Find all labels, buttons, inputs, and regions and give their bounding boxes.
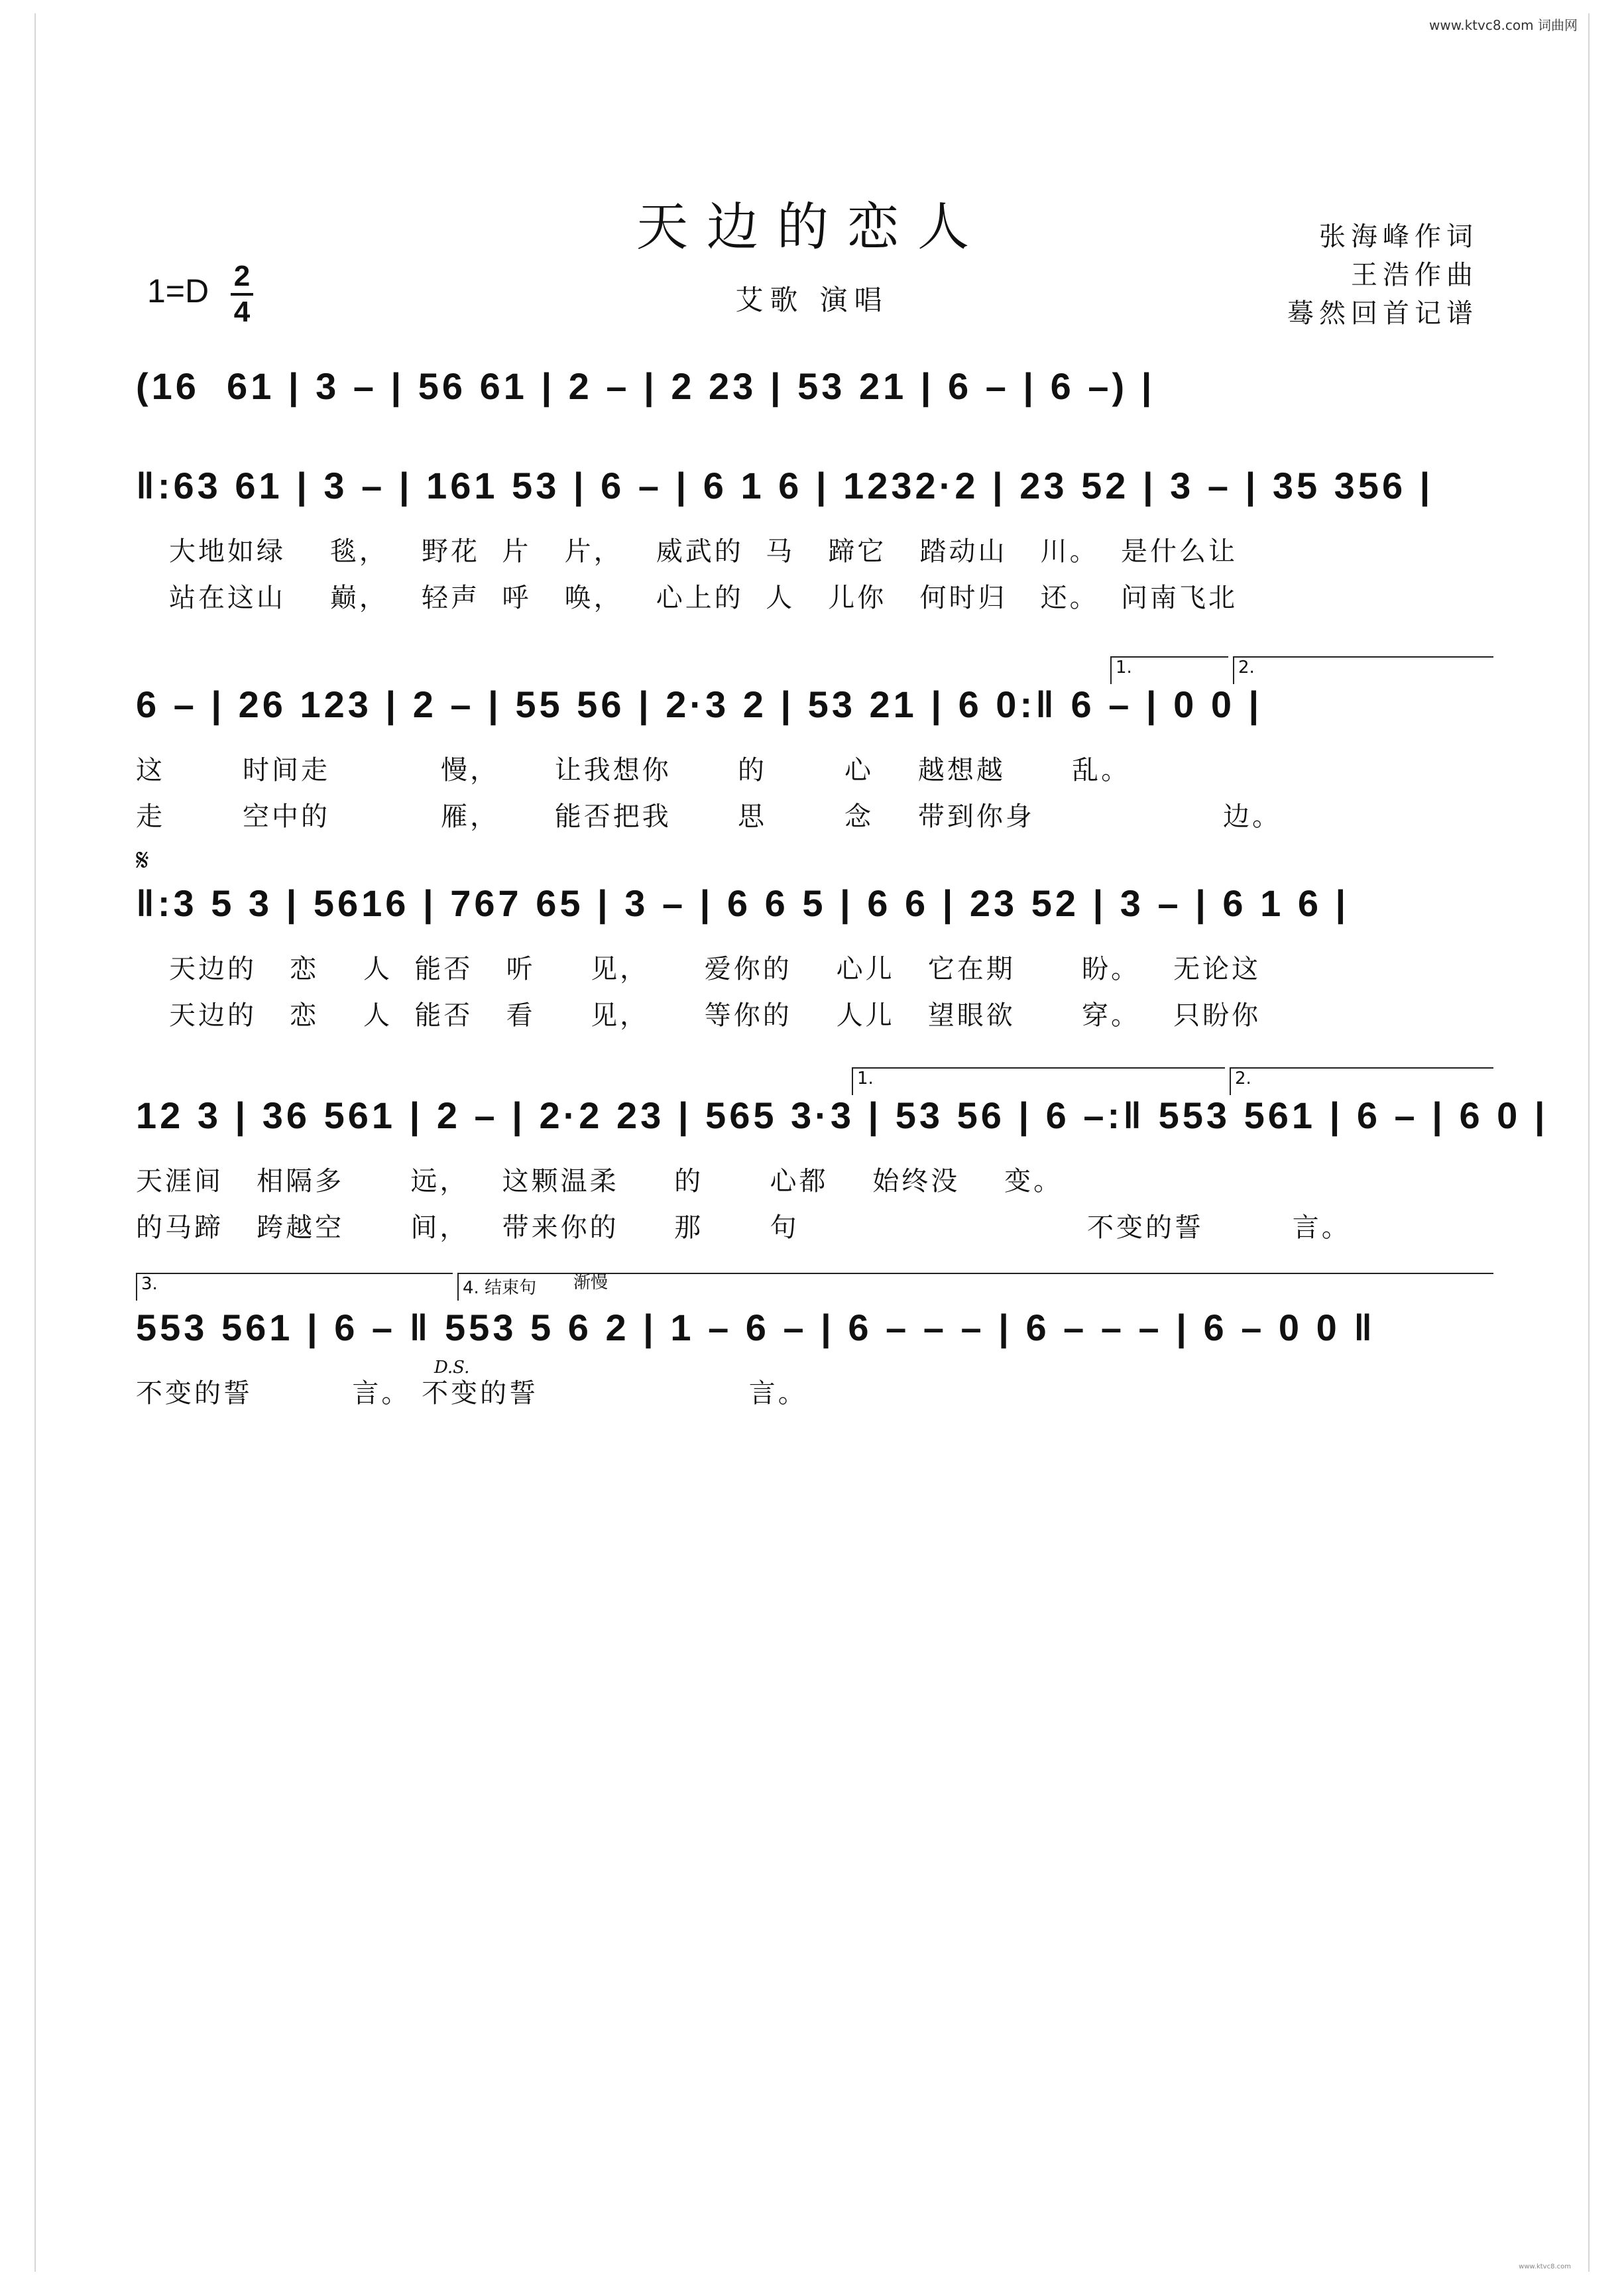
ds-mark: D.S.: [434, 1358, 470, 1377]
lyric-verse-1: 大地如绿 毯， 野花 片 片， 威武的 马 蹄它 踏动山 川。 是什么让: [169, 536, 1238, 567]
lyric-line: 不变的誓 言。 不变的誓 言。: [136, 1378, 807, 1409]
footer-watermark: www.ktvc8.com: [1519, 2263, 1571, 2270]
credits: [1287, 217, 1478, 333]
key-signature: 1=D: [147, 272, 209, 310]
notes-line: ‖:63 61 | 3 – | 161 53 | 6 – | 6 1 6 | 1232·2 | 23 52 | 3 – | 35 356 |: [136, 465, 1434, 506]
left-margin-strip: [4, 13, 36, 2272]
volta-3: 3.: [136, 1273, 453, 1301]
notes-line: 553 561 | 6 – ‖ 553 5 6 2 | 1 – 6 – | 6 – – – | 6 – – – | 6 – 0 0 ‖: [136, 1307, 1376, 1348]
time-bottom: 4: [233, 296, 251, 328]
notes-line: (16 61 | 3 – | 56 61 | 2 – | 2 23 | 53 21 | 6 – | 6 –) |: [136, 365, 1155, 407]
transcriber: 蓦然回首记谱: [1287, 298, 1478, 329]
notes-line: 12 3 | 36 561 | 2 – | 2·2 23 | 565 3·3 | 53 56 | 6 –:‖ 553 561 | 6 – | 6 0 |: [136, 1094, 1548, 1136]
lyricist: 张海峰作词: [1319, 221, 1478, 252]
composer: 王浩作曲: [1351, 260, 1478, 290]
time-top: 2: [233, 260, 251, 292]
lyric-verse-1: 这 时间走 慢， 让我想你 的 心 越想越 乱。: [136, 755, 1131, 786]
lyric-verse-2: 走 空中的 雁， 能否把我 思 念 带到你身 边。: [136, 801, 1282, 832]
lyric-verse-2: 的马蹄 跨越空 间， 带来你的 那 句 不变的誓 言。: [136, 1212, 1351, 1243]
right-margin-strip: [1588, 13, 1620, 2272]
site-watermark: www.ktvc8.com 词曲网: [1428, 17, 1578, 33]
volta-2: 2.: [1233, 656, 1493, 684]
volta-4: 4. 结束句: [457, 1273, 1493, 1301]
notes-line: 6 – | 26 123 | 2 – | 55 56 | 2·3 2 | 53 21 | 6 0:‖ 6 – | 0 0 |: [136, 683, 1263, 725]
lyric-verse-1: 天涯间 相隔多 远， 这颗温柔 的 心都 始终没 变。: [136, 1166, 1063, 1197]
time-signature: [231, 261, 253, 327]
singer-line: 艾歌 演唱: [735, 284, 889, 316]
volta-1: 1.: [852, 1067, 1225, 1095]
volta-1: 1.: [1110, 656, 1228, 684]
volta-2: 2.: [1230, 1067, 1493, 1095]
notes-line: ‖:3 5 3 | 5616 | 767 65 | 3 – | 6 6 5 | 6 6 | 23 52 | 3 – | 6 1 6 |: [136, 882, 1350, 924]
tempo-mark: 渐慢: [573, 1273, 609, 1293]
lyric-verse-2: 天边的 恋 人 能否 看 见， 等你的 人儿 望眼欲 穿。 只盼你: [169, 1000, 1261, 1031]
segno-sign: 𝄋: [136, 842, 149, 878]
lyric-verse-1: 天边的 恋 人 能否 听 见， 爱你的 心儿 它在期 盼。 无论这: [169, 954, 1261, 984]
lyric-verse-2: 站在这山 巅， 轻声 呼 唤， 心上的 人 儿你 何时归 还。 问南飞北: [169, 583, 1238, 613]
song-title: 天边的恋人: [636, 198, 988, 257]
